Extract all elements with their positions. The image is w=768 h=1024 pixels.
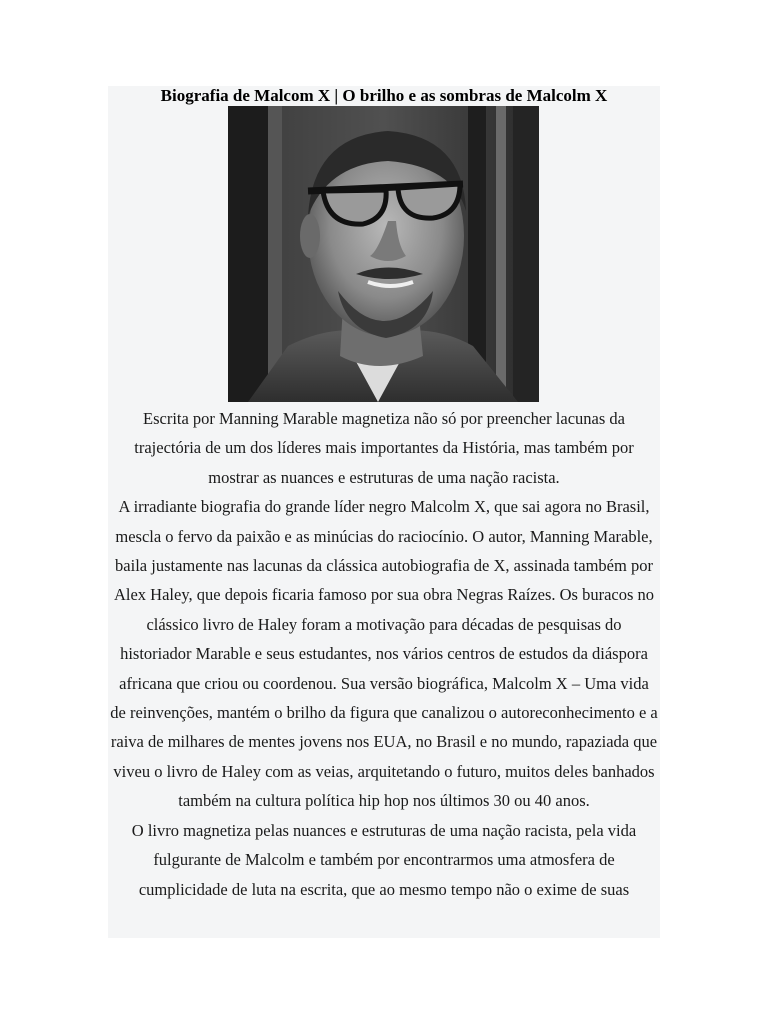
portrait-photo	[228, 106, 539, 402]
paragraph-3: O livro magnetiza pelas nuances e estruturas de uma nação racista, pela vida fulgurante de Malcolm e também por encontrarmos uma atmosfera de cumplicidade de luta na escrita, que ao mesmo tempo não o exime de suas	[131, 820, 637, 899]
document-page	[108, 86, 660, 938]
portrait-image	[228, 106, 539, 402]
article-body	[108, 404, 660, 904]
paragraph-2: A irradiante biografia do grande líder negro Malcolm X, que sai agora no Brasil, mescla o fervo da paixão e as minúcias do raciocínio. O autor, Manning Marable, baila justamente nas lacunas da clássica autobiografia de X, assinada também por Alex Haley, que depois ficaria famoso por sua obra Negras Raízes. Os buracos no clássico livro de Haley foram a motivação para décadas de pesquisas do historiador Marable e seus estudantes, nos vários centros de estudos da diáspora africana que criou ou coordenou. Sua versão biográfica, Malcolm X – Uma vida de reinvenções, mantém o brilho da figura que canalizou o autoreconhecimento e a raiva de milhares de mentes jovens nos EUA, no Brasil e no mundo, rapaziada que viveu o livro de Haley com as veias, arquitetando o futuro, muitos deles banhados também na cultura política hip hop nos últimos 30 ou 40 anos.	[110, 497, 658, 811]
paragraph-1: Escrita por Manning Marable magnetiza não só por preencher lacunas da trajectória de um dos líderes mais importantes da História, mas também por mostrar as nuances e estruturas de uma nação racista.	[134, 409, 634, 487]
document-title: Biografia de Malcom X | O brilho e as sombras de Malcolm X	[160, 86, 608, 105]
